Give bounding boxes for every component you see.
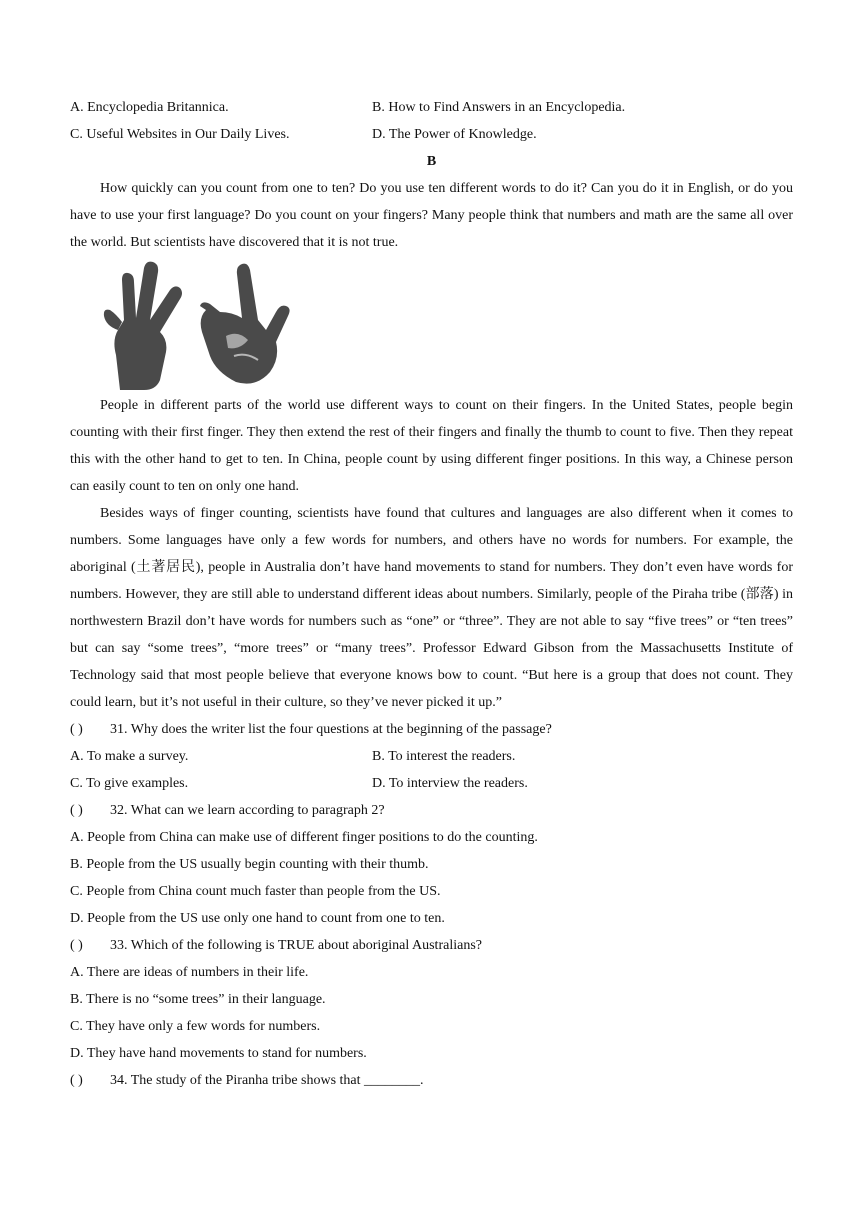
answer-blank-32[interactable]: ( ) [70, 803, 83, 818]
document-page [70, 94, 793, 1094]
q32-option-c: C. People from China count much faster than people from the US. [70, 884, 441, 899]
question-31-text: 31. Why does the writer list the four questions at the beginning of the passage? [110, 722, 552, 737]
question-32 [70, 797, 793, 824]
question-31-options-row-2 [70, 770, 793, 797]
question-34 [70, 1067, 793, 1094]
q33-option-b: B. There is no “some trees” in their language. [70, 992, 326, 1007]
q33-option-d: D. They have hand movements to stand for numbers. [70, 1046, 367, 1061]
question-33-text: 33. Which of the following is TRUE about aboriginal Australians? [110, 938, 482, 953]
q31-option-a: A. To make a survey. [70, 749, 189, 764]
q32-option-d: D. People from the US use only one hand to count from one to ten. [70, 911, 445, 926]
prev-option-a: A. Encyclopedia Britannica. [70, 100, 229, 115]
q32-option-a: A. People from China can make use of different finger positions to do the counting. [70, 830, 538, 845]
prev-options-row-1 [70, 94, 793, 121]
question-34-text: 34. The study of the Piranha tribe shows that ________. [110, 1073, 424, 1088]
question-31-options-row-1 [70, 743, 793, 770]
prev-option-b: B. How to Find Answers in an Encyclopedia. [372, 100, 626, 115]
answer-blank-33[interactable]: ( ) [70, 938, 83, 953]
q33-option-c: C. They have only a few words for numbers. [70, 1019, 321, 1034]
section-label: B [426, 154, 437, 169]
prev-options-row-2 [70, 121, 793, 148]
paragraph-2: People in different parts of the world use different ways to count on their fingers. In the United States, people begin counting with their first finger. They then extend the rest of their fingers and finally the thumb to count to five. Then they repeat this with the other hand to get to ten. In China, people count by using different finger positions. In this way, a Chinese person can easily count to ten on only one hand. [70, 398, 793, 494]
q31-option-d: D. To interview the readers. [372, 776, 528, 791]
hands-figure [70, 256, 793, 392]
q33-option-a: A. There are ideas of numbers in their life. [70, 965, 309, 980]
q31-option-c: C. To give examples. [70, 776, 189, 791]
question-31 [70, 716, 793, 743]
counting-hands-icon [98, 260, 298, 392]
answer-blank-34[interactable]: ( ) [70, 1073, 83, 1088]
answer-blank-31[interactable]: ( ) [70, 722, 83, 737]
prev-option-c: C. Useful Websites in Our Daily Lives. [70, 127, 290, 142]
prev-option-d: D. The Power of Knowledge. [372, 127, 537, 142]
q32-option-b: B. People from the US usually begin counting with their thumb. [70, 857, 429, 872]
paragraph-1: How quickly can you count from one to ten? Do you use ten different words to do it? Can you do it in English, or do you have to use your first language? Do you count on your fingers? Many people think that numbers and math are the same all over the world. But scientists have discovered that it is not true. [70, 181, 793, 250]
question-33 [70, 932, 793, 959]
q31-option-b: B. To interest the readers. [372, 749, 516, 764]
question-32-text: 32. What can we learn according to paragraph 2? [110, 803, 385, 818]
paragraph-3: Besides ways of finger counting, scientists have found that cultures and languages are also different when it comes to numbers. Some languages have only a few words for numbers, and others have no words for numbers. For example, the aboriginal (土著居民), people in Australia don’t have hand movements to stand for numbers. They don’t even have words for numbers. However, they are still able to understand different ideas about numbers. Similarly, people of the Piraha tribe (部落) in northwestern Brazil don’t have words for numbers such as “one” or “three”. They are not able to say “five trees” or “ten trees” but can say “some trees”, “more trees” or “many trees”. Professor Edward Gibson from the Massachusetts Institute of Technology said that most people believe that everyone knows bow to count. “But here is a group that does not count. They could learn, but it’s not useful in their culture, so they’ve never picked it up.” [70, 506, 793, 710]
